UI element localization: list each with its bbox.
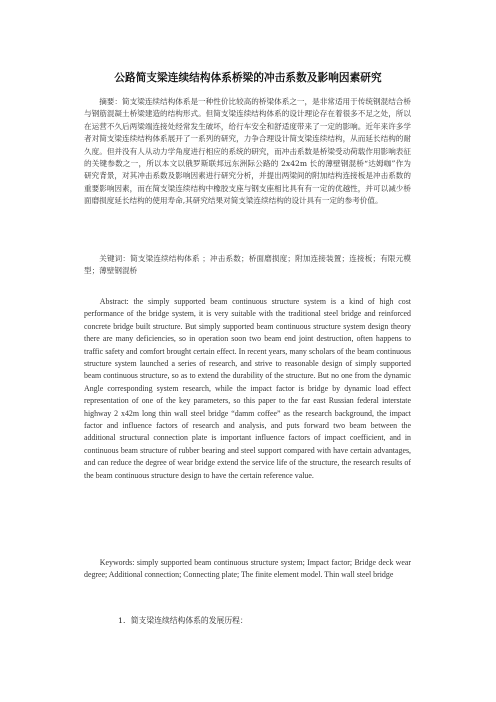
section-heading: 1．简支梁连续结构体系的发展历程：: [118, 616, 248, 625]
chinese-keywords: 关键词：简支梁连续结构体系 ；冲击系数；桥面磨损度；附加连接装置；连接板；有限元模型；薄壁钢混桥: [84, 254, 411, 276]
paper-title: 公路简支梁连续结构体系桥梁的冲击系数及影响因素研究: [114, 72, 382, 84]
english-keywords: Keywords: simply supported beam continuous structure system; Impact factor; Bridge deck wear degree; Additional connection; Connecting plate; The finite element model. Thin wall steel bridge: [84, 558, 411, 580]
chinese-abstract: 摘要：简支梁连续结构体系是一种性价比较高的桥梁体系之一，是非常适用于传统钢混结合桥与钢筋混凝土桥梁建造的结构形式。但简支梁连续结构体系的设计理论存在着很多不足之处，所以在运营不久后两梁端连接处经常发生破坏，给行车安全和舒适度带来了一定的影响。近年来许多学者对简支梁连续结构体系展开了一系列的研究，力争合理设计简支梁连续结构，从而延长结构的耐久度。但并没有人从动力学角度进行相应的系统的研究，而冲击系数是桥梁受动荷载作用影响表征的关键参数之一，所以本文以俄罗斯联邦远东洲际公路的 2x42m 长的薄壁钢混桥“达姆咖”作为研究背景，对其冲击系数及影响因素进行研究分析，并提出两梁间的附加结构连接板是冲击系数的重要影响因素，而在简支梁连续结构中橡胶支座与钢支座相比具有有一定的优越性，并可以减少桥面磨损度延长结构的使用寿命,其研究结果对简支梁连续结构的设计具有一定的参考价值。: [84, 97, 411, 206]
english-abstract: Abstract: the simply supported beam continuous structure system is a kind of high cost performance of the bridge system, it is very suitable with the traditional steel bridge and reinforced concrete bridge built structure. But simply supported beam continuous structure system design theory there are many deficiencies, so in operation soon two beam end joint destruction, often happens to traffic safety and comfort brought certain effect. In recent years, many scholars of the beam continuous structure system launched a series of research, and strive to reasonable design of simply supported beam continuous structure, so as to extend the durability of the structure. But no one from the dynamic Angle corresponding system research, while the impact factor is bridge by dynamic load effect representation of one of the key parameters, so this paper to the far east Russian federal interstate highway 2 x42m long thin wall steel bridge “damm coffee” as the research background, the impact factor and influence factors of research and analysis, and puts forward two beam between the additional structural connection plate is important influence factors of impact coefficient, and in continuous beam structure of rubber bearing and steel support compared with have certain advantages, and can reduce the degree of wear bridge extend the service life of the structure, the research results of the beam continuous structure design to have the certain reference value.: [84, 297, 411, 480]
